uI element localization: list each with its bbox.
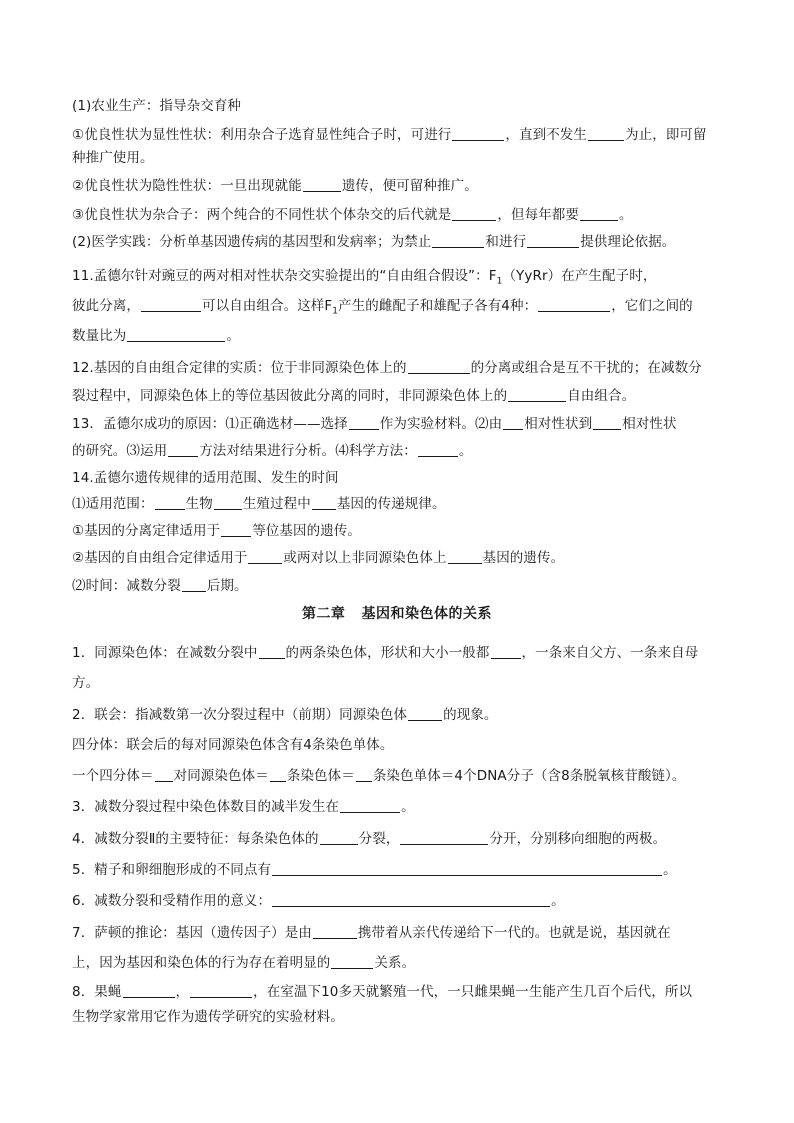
line-scope: ⑴适用范围： 生物 生殖过程中 基因的传递规律。	[72, 496, 446, 512]
blank[interactable]	[259, 644, 285, 659]
line-synapsis: 2．联会：指减数第一次分裂过程中（前期）同源染色体 的现象。	[72, 707, 498, 723]
blank[interactable]	[155, 495, 185, 510]
blank[interactable]	[340, 798, 400, 813]
blank[interactable]	[400, 830, 488, 845]
line-q11-cont2: 数量比为 。	[72, 328, 241, 344]
blank[interactable]	[272, 892, 550, 907]
blank[interactable]	[418, 442, 458, 457]
line-q12: 12.基因的自由组合定律的实质：位于非同源染色体上的 的分离或组合是互不干扰的；在减数分	[72, 360, 702, 376]
blank[interactable]	[452, 126, 504, 141]
line-q13-cont: 的研究。⑶运用 方法对结果进行分析。⑷科学方法： 。	[72, 443, 473, 459]
blank[interactable]	[448, 549, 482, 564]
blank[interactable]	[408, 359, 470, 374]
blank[interactable]	[182, 577, 206, 592]
blank[interactable]	[491, 644, 521, 659]
line-q7: 7．萨顿的推论：基因（遗传因子）是由 携带着从亲代传递给下一代的。也就是说，基因就在	[72, 925, 671, 941]
line-homolog-cont: 方。	[72, 675, 100, 691]
blank[interactable]	[272, 861, 662, 876]
blank[interactable]	[538, 297, 610, 312]
blank[interactable]	[312, 495, 336, 510]
line-dominant: ①优良性状为显性性状：利用杂合子选育显性纯合子时，可进行 ，直到不发生 为止，即可留	[72, 127, 707, 143]
blank[interactable]	[141, 297, 201, 312]
line-q11: 11.孟德尔针对豌豆的两对相对性状杂交实验提出的“自由组合假设”：$F_1(YyRr)$在产生配子时，	[72, 268, 657, 287]
blank[interactable]	[588, 126, 624, 141]
line-q8: 8．果蝇 ， ，在室温下10多天就繁殖一代，一只雌果蝇一生能产生几百个后代，所以	[72, 984, 693, 1000]
blank[interactable]	[248, 549, 282, 564]
line-q8-cont: 生物学家常用它作为遗传学研究的实验材料。	[72, 1009, 344, 1025]
chapter-title: 第二章 基因和染色体的关系	[301, 606, 493, 622]
line-tetrad: 四分体：联会后的每对同源染色体含有4条染色单体。	[72, 737, 394, 753]
blank[interactable]	[123, 983, 175, 998]
blank[interactable]	[155, 767, 173, 782]
line-homolog: 1．同源染色体：在减数分裂中 的两条染色体，形状和大小一般都 ，一条来自父方、一条来自母	[72, 645, 699, 661]
blank[interactable]	[349, 415, 379, 430]
blank[interactable]	[190, 983, 252, 998]
line-q11-cont1: 彼此分离， 可以自由组合。这样$F_1$产生的雌配子和雄配子各有4种： ，它们之间的	[72, 298, 693, 317]
line-q7-cont: 上，因为基因和染色体的行为存在着明显的 关系。	[72, 955, 416, 971]
line-heterozygote: ③优良性状为杂合子：两个纯合的不同性状个体杂交的后代就是 ，但每年都要 。	[72, 207, 633, 223]
blank[interactable]	[221, 522, 251, 537]
blank[interactable]	[452, 206, 496, 221]
blank[interactable]	[356, 767, 372, 782]
line-q5: 5．精子和卵细胞形成的不同点有 。	[72, 862, 677, 878]
line-tetrad-eq: 一个四分体＝ 对同源染色体＝ 条染色体＝ 条染色单体＝4个DNA分子（含8条脱氧核苷酸链）。	[72, 768, 686, 784]
line-agri: (1)农业生产：指导杂交育种	[72, 98, 242, 114]
line-dominant-cont: 种推广使用。	[72, 150, 154, 166]
line-q13: 13．孟德尔成功的原因：⑴正确选材——选择 作为实验材料。⑵由 相对性状到 相对性状	[72, 416, 677, 432]
line-recessive: ②优良性状为隐性性状：一旦出现就能 遗传，便可留种推广。	[72, 178, 478, 194]
blank[interactable]	[593, 415, 621, 430]
line-medical: (2)医学实践：分析单基因遗传病的基因型和发病率；为禁止 和进行 提供理论依据。	[72, 234, 676, 250]
blank[interactable]	[168, 442, 198, 457]
blank[interactable]	[127, 327, 225, 342]
blank[interactable]	[432, 233, 484, 248]
blank[interactable]	[527, 233, 579, 248]
line-time: ⑵时间：减数分裂 后期。	[72, 578, 248, 594]
blank[interactable]	[408, 706, 442, 721]
line-q6: 6．减数分裂和受精作用的意义： 。	[72, 893, 565, 909]
blank[interactable]	[313, 924, 357, 939]
blank[interactable]	[331, 954, 373, 969]
line-q4: 4．减数分裂Ⅱ的主要特征：每条染色体的 分裂， 分开，分别移向细胞的两极。	[72, 831, 667, 847]
blank[interactable]	[320, 830, 358, 845]
blank[interactable]	[214, 495, 242, 510]
blank[interactable]	[303, 177, 341, 192]
blank[interactable]	[508, 387, 566, 402]
blank[interactable]	[503, 415, 523, 430]
line-segregation: ①基因的分离定律适用于 等位基因的遗传。	[72, 523, 362, 539]
blank[interactable]	[270, 767, 286, 782]
line-independent: ②基因的自由组合定律适用于 或两对以上非同源染色体上 基因的遗传。	[72, 550, 565, 566]
line-q14: 14.孟德尔遗传规律的适用范围、发生的时间	[72, 470, 339, 486]
line-q12-cont: 裂过程中，同源染色体上的等位基因彼此分离的同时，非同源染色体上的 自由组合。	[72, 388, 636, 404]
blank[interactable]	[580, 206, 618, 221]
line-q3: 3．减数分裂过程中染色体数目的减半发生在 。	[72, 799, 415, 815]
